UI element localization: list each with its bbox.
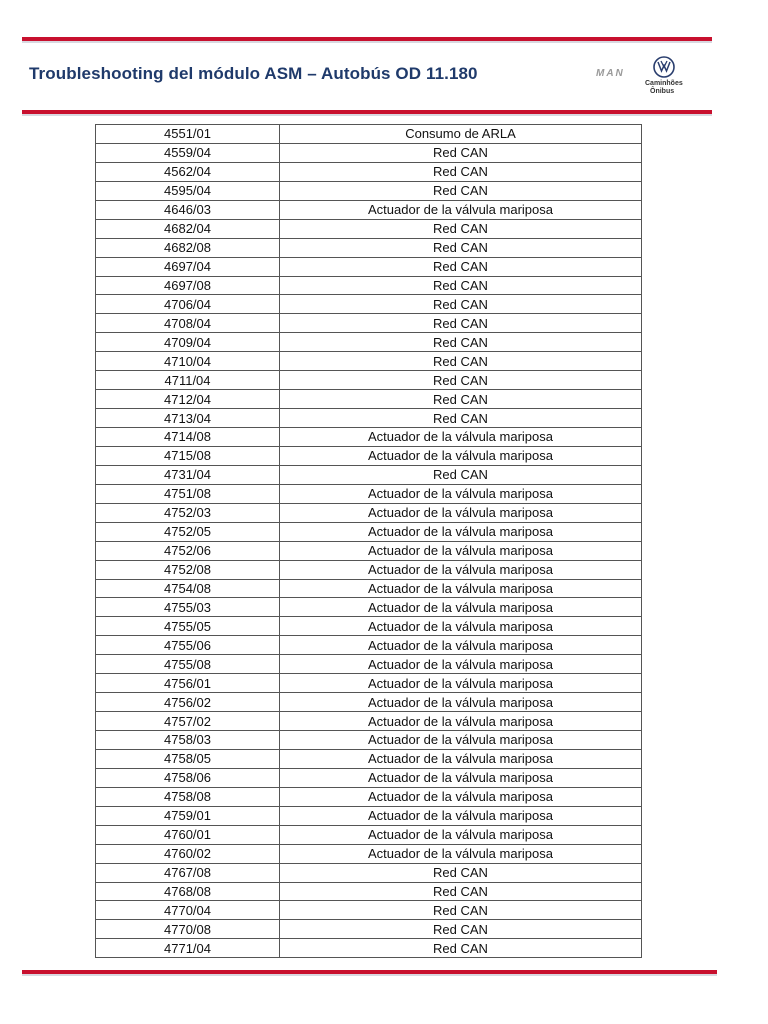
- fault-code-cell: 4757/02: [96, 712, 280, 731]
- fault-description-cell: Actuador de la válvula mariposa: [280, 749, 642, 768]
- table-row: [96, 409, 642, 428]
- fault-code-cell: 4758/03: [96, 731, 280, 750]
- table-row: [96, 333, 642, 352]
- fault-code-cell: 4710/04: [96, 352, 280, 371]
- fault-description-cell: Actuador de la válvula mariposa: [280, 522, 642, 541]
- fault-code-cell: 4682/08: [96, 238, 280, 257]
- fault-description-cell: Red CAN: [280, 352, 642, 371]
- fault-description-cell: Consumo de ARLA: [280, 125, 642, 144]
- fault-description-cell: Red CAN: [280, 257, 642, 276]
- fault-description-cell: Red CAN: [280, 295, 642, 314]
- table-row: [96, 371, 642, 390]
- fault-description-cell: Red CAN: [280, 863, 642, 882]
- fault-code-table: [95, 124, 641, 958]
- table-row: [96, 617, 642, 636]
- fault-description-cell: Actuador de la válvula mariposa: [280, 693, 642, 712]
- fault-description-cell: Actuador de la válvula mariposa: [280, 731, 642, 750]
- fault-code-cell: 4551/01: [96, 125, 280, 144]
- fault-description-cell: Red CAN: [280, 371, 642, 390]
- fault-code-cell: 4562/04: [96, 162, 280, 181]
- table-row: [96, 465, 642, 484]
- table-row: [96, 901, 642, 920]
- table-row: [96, 200, 642, 219]
- table-row: [96, 428, 642, 447]
- table-row: [96, 939, 642, 958]
- table-row: [96, 276, 642, 295]
- fault-description-cell: Red CAN: [280, 465, 642, 484]
- fault-code-cell: 4751/08: [96, 484, 280, 503]
- fault-description-cell: Red CAN: [280, 901, 642, 920]
- fault-description-cell: Actuador de la válvula mariposa: [280, 200, 642, 219]
- fault-description-cell: Actuador de la válvula mariposa: [280, 503, 642, 522]
- table-row: [96, 655, 642, 674]
- fault-description-cell: Actuador de la válvula mariposa: [280, 598, 642, 617]
- table-row: [96, 598, 642, 617]
- footer-rule-shadow: [22, 974, 717, 976]
- fault-code-cell: 4758/05: [96, 749, 280, 768]
- fault-description-cell: Red CAN: [280, 920, 642, 939]
- table-row: [96, 825, 642, 844]
- table-row: [96, 560, 642, 579]
- fault-description-cell: Red CAN: [280, 219, 642, 238]
- fault-description-cell: Red CAN: [280, 181, 642, 200]
- fault-code-cell: 4771/04: [96, 939, 280, 958]
- fault-description-cell: Actuador de la válvula mariposa: [280, 541, 642, 560]
- fault-code-cell: 4708/04: [96, 314, 280, 333]
- fault-code-cell: 4758/08: [96, 787, 280, 806]
- fault-description-cell: Actuador de la válvula mariposa: [280, 787, 642, 806]
- fault-description-cell: Actuador de la válvula mariposa: [280, 446, 642, 465]
- table-row: [96, 541, 642, 560]
- fault-code-cell: 4714/08: [96, 428, 280, 447]
- logo-subtitle-line1: Caminhões: [645, 80, 683, 87]
- fault-description-cell: Red CAN: [280, 409, 642, 428]
- fault-code-cell: 4752/08: [96, 560, 280, 579]
- table-row: [96, 522, 642, 541]
- header-bottom-rule-shadow: [22, 114, 712, 116]
- table-row: [96, 503, 642, 522]
- fault-description-cell: Actuador de la válvula mariposa: [280, 768, 642, 787]
- header-top-rule-shadow: [22, 41, 712, 43]
- fault-code-cell: 4731/04: [96, 465, 280, 484]
- fault-code-cell: 4758/06: [96, 768, 280, 787]
- fault-description-cell: Actuador de la válvula mariposa: [280, 674, 642, 693]
- fault-code-cell: 4682/04: [96, 219, 280, 238]
- table-row: [96, 693, 642, 712]
- fault-description-cell: Actuador de la válvula mariposa: [280, 806, 642, 825]
- table-row: [96, 920, 642, 939]
- table-row: [96, 882, 642, 901]
- fault-code-cell: 4697/08: [96, 276, 280, 295]
- fault-code-cell: 4712/04: [96, 390, 280, 409]
- table-row: [96, 806, 642, 825]
- fault-code-cell: 4711/04: [96, 371, 280, 390]
- fault-code-cell: 4559/04: [96, 143, 280, 162]
- table-row: [96, 787, 642, 806]
- table-row: [96, 484, 642, 503]
- table-row: [96, 863, 642, 882]
- fault-code-cell: 4595/04: [96, 181, 280, 200]
- fault-code-cell: 4755/03: [96, 598, 280, 617]
- fault-code-cell: 4770/04: [96, 901, 280, 920]
- table-row: [96, 674, 642, 693]
- table-row: [96, 314, 642, 333]
- fault-description-cell: Actuador de la válvula mariposa: [280, 636, 642, 655]
- table-row: [96, 238, 642, 257]
- table-row: [96, 390, 642, 409]
- table-row: [96, 181, 642, 200]
- fault-description-cell: Red CAN: [280, 314, 642, 333]
- fault-description-cell: Red CAN: [280, 939, 642, 958]
- table-row: [96, 295, 642, 314]
- fault-code-cell: 4752/03: [96, 503, 280, 522]
- table-row: [96, 749, 642, 768]
- fault-description-cell: Red CAN: [280, 162, 642, 181]
- page-title: Troubleshooting del módulo ASM – Autobús OD 11.180: [29, 64, 478, 83]
- fault-description-cell: Actuador de la válvula mariposa: [280, 560, 642, 579]
- fault-code-cell: 4767/08: [96, 863, 280, 882]
- fault-description-cell: Red CAN: [280, 333, 642, 352]
- fault-description-cell: Actuador de la válvula mariposa: [280, 428, 642, 447]
- table-row: [96, 731, 642, 750]
- fault-description-cell: Actuador de la válvula mariposa: [280, 712, 642, 731]
- table-row: [96, 162, 642, 181]
- fault-code-cell: 4768/08: [96, 882, 280, 901]
- fault-code-cell: 4759/01: [96, 806, 280, 825]
- fault-description-cell: Red CAN: [280, 276, 642, 295]
- fault-description-cell: Red CAN: [280, 390, 642, 409]
- table-row: [96, 219, 642, 238]
- fault-description-cell: Red CAN: [280, 238, 642, 257]
- table-row: [96, 712, 642, 731]
- fault-code-cell: 4697/04: [96, 257, 280, 276]
- fault-code-cell: 4752/06: [96, 541, 280, 560]
- fault-description-cell: Red CAN: [280, 143, 642, 162]
- fault-code-cell: 4760/02: [96, 844, 280, 863]
- table-row: [96, 125, 642, 144]
- brand-logo: [596, 56, 696, 100]
- fault-code-cell: 4713/04: [96, 409, 280, 428]
- table-row: [96, 257, 642, 276]
- vw-logo-icon: [653, 56, 675, 78]
- table-row: [96, 352, 642, 371]
- fault-description-cell: Actuador de la válvula mariposa: [280, 617, 642, 636]
- fault-code-cell: 4715/08: [96, 446, 280, 465]
- fault-description-cell: Actuador de la válvula mariposa: [280, 579, 642, 598]
- fault-code-cell: 4755/08: [96, 655, 280, 674]
- fault-code-cell: 4706/04: [96, 295, 280, 314]
- table-row: [96, 579, 642, 598]
- table-row: [96, 636, 642, 655]
- fault-description-cell: Actuador de la válvula mariposa: [280, 655, 642, 674]
- logo-subtitle-line2: Ônibus: [650, 88, 675, 95]
- fault-code-cell: 4709/04: [96, 333, 280, 352]
- fault-description-cell: Red CAN: [280, 882, 642, 901]
- fault-code-cell: 4756/02: [96, 693, 280, 712]
- fault-description-cell: Actuador de la válvula mariposa: [280, 484, 642, 503]
- fault-description-cell: Actuador de la válvula mariposa: [280, 844, 642, 863]
- fault-code-cell: 4754/08: [96, 579, 280, 598]
- fault-code-cell: 4756/01: [96, 674, 280, 693]
- table-row: [96, 768, 642, 787]
- fault-code-cell: 4755/06: [96, 636, 280, 655]
- table-row: [96, 446, 642, 465]
- fault-code-cell: 4752/05: [96, 522, 280, 541]
- table-row: [96, 143, 642, 162]
- fault-description-cell: Actuador de la válvula mariposa: [280, 825, 642, 844]
- fault-code-cell: 4755/05: [96, 617, 280, 636]
- fault-code-cell: 4760/01: [96, 825, 280, 844]
- table-row: [96, 844, 642, 863]
- fault-code-cell: 4646/03: [96, 200, 280, 219]
- man-logo-text: MAN: [596, 68, 625, 79]
- fault-code-cell: 4770/08: [96, 920, 280, 939]
